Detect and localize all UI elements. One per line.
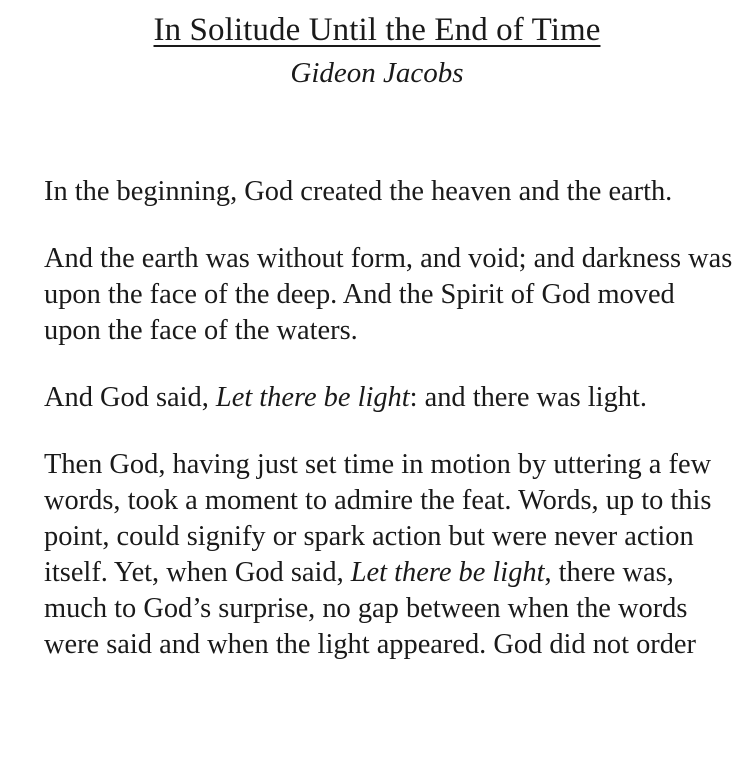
paragraph-3-text-end: : and there was light. [409, 382, 647, 413]
page-title [0, 10, 754, 50]
paragraph-4-text: Then God, having just set time in motion by uttering a few words, took a moment to admire the feat. Words, up to this point, could signify or spark action but were never action itself. Yet, when God said, [44, 449, 712, 588]
paragraph-1: In the beginning, God created the heaven and the earth. [44, 176, 673, 207]
paragraph-4-text-end: , there was, much to God’s surprise, no gap between when the words were said and when the light appeared. God did not order [44, 557, 696, 660]
title-text: In Solitude Until the End of Time [153, 12, 601, 48]
paragraph-3-text: And God said, [44, 382, 216, 413]
paragraph-3-italic: Let there be light [215, 382, 410, 413]
paragraph-3 [44, 380, 734, 416]
story-body [44, 174, 734, 694]
paragraph-2: And the earth was without form, and void; and darkness was upon the face of the deep. And the Spirit of God moved upon the face of the waters. [44, 243, 733, 346]
paragraph-4-italic: Let there be light [350, 557, 545, 588]
author-byline: Gideon Jacobs [290, 57, 464, 89]
paragraph-4 [44, 447, 734, 663]
